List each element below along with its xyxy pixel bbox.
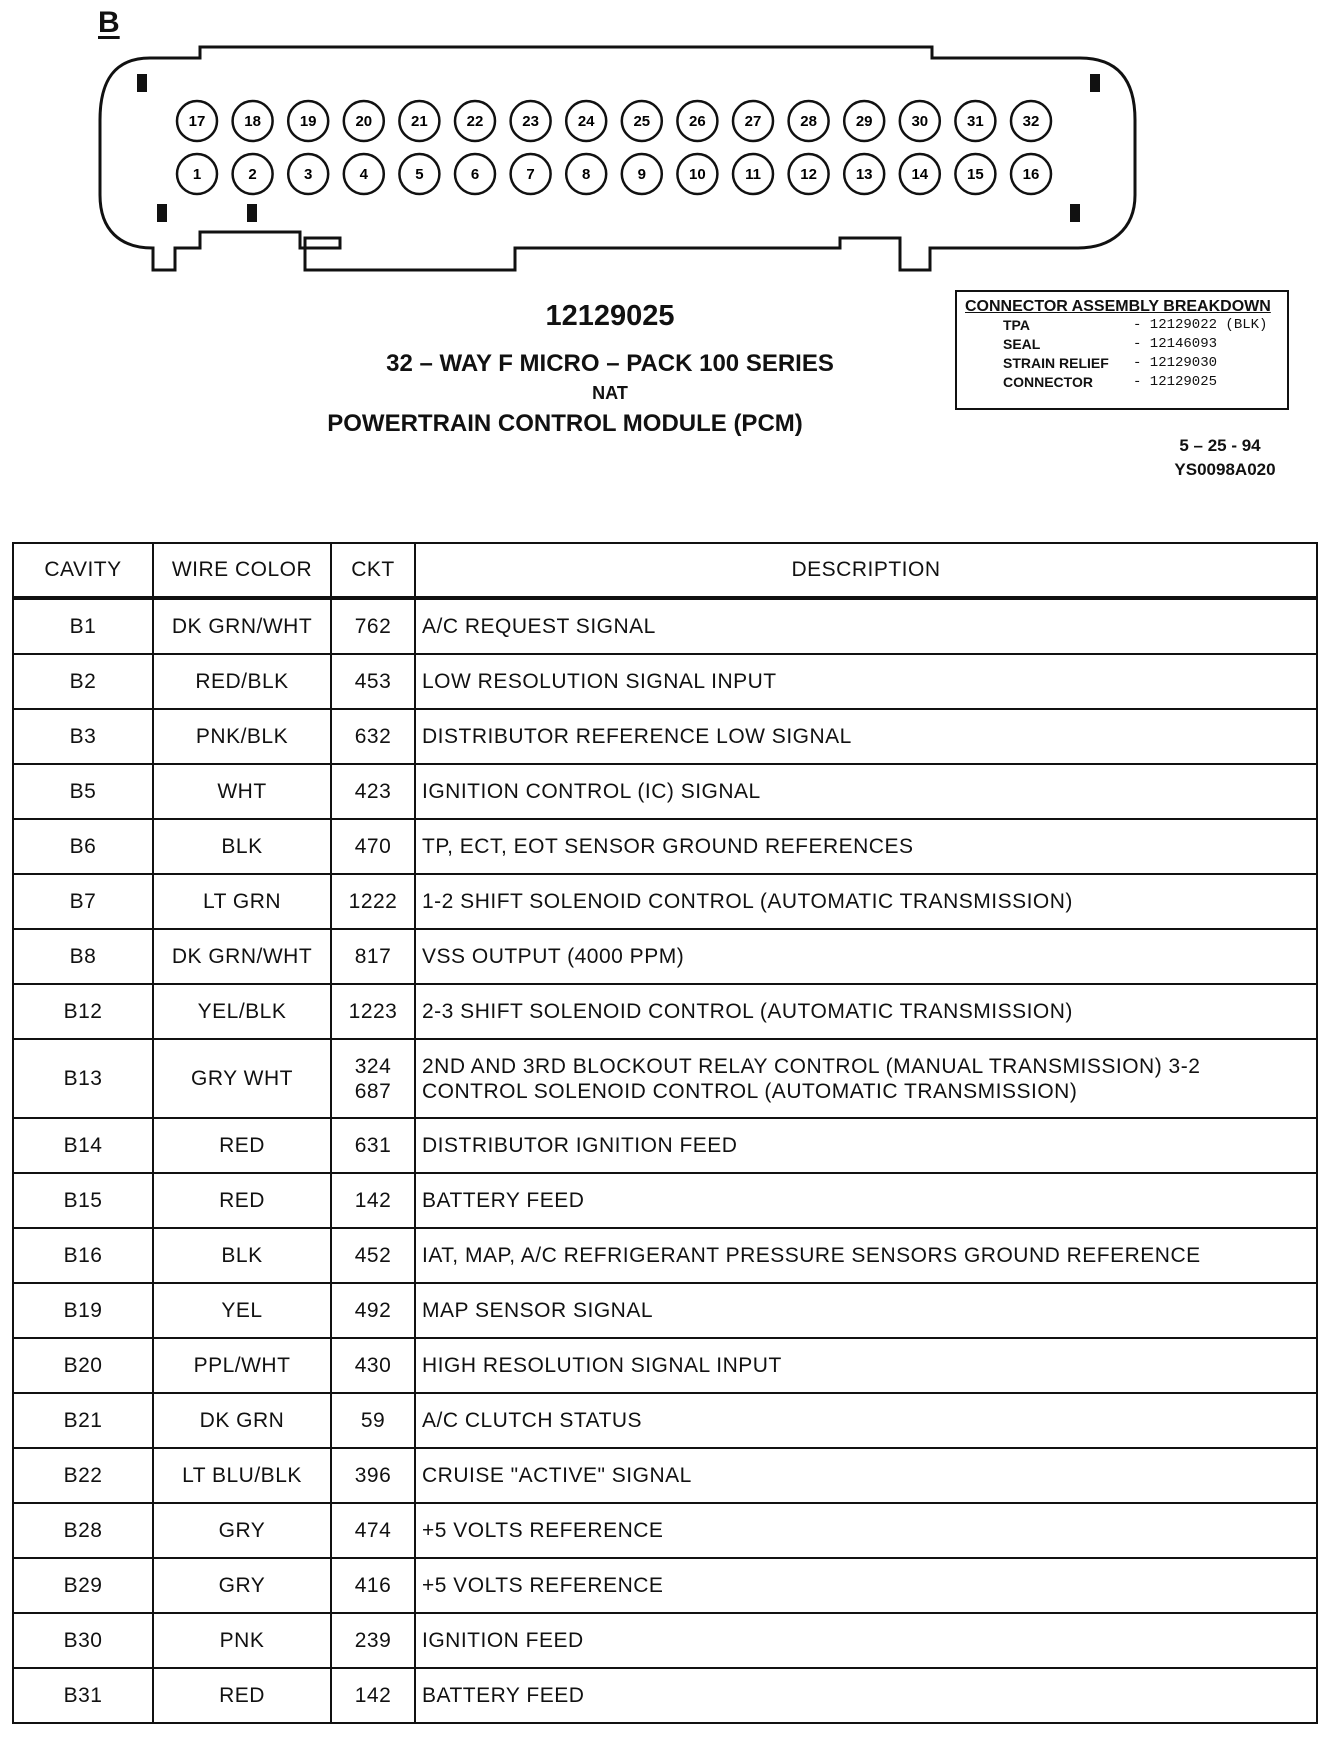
pin-row-bottom (177, 154, 1051, 194)
table-row (13, 1039, 1317, 1118)
pin-number: 6 (470, 166, 480, 183)
cell-cavity: B31 (13, 1668, 153, 1723)
table-row (13, 1503, 1317, 1558)
table-row (13, 1228, 1317, 1283)
pin-cavity (455, 154, 495, 194)
pin-number: 4 (359, 166, 368, 183)
table-row (13, 1338, 1317, 1393)
cell-description: HIGH RESOLUTION SIGNAL INPUT (415, 1338, 1317, 1393)
table-row (13, 1173, 1317, 1228)
cell-wire-color: LT BLU/BLK (153, 1448, 331, 1503)
cell-description: TP, ECT, EOT SENSOR GROUND REFERENCES (415, 819, 1317, 874)
cell-wire-color: YEL/BLK (153, 984, 331, 1039)
cell-description: LOW RESOLUTION SIGNAL INPUT (415, 654, 1317, 709)
cell-wire-color: DK GRN/WHT (153, 598, 331, 654)
pin-cavity (233, 101, 273, 141)
pin-number: 13 (855, 166, 873, 183)
pin-number: 20 (355, 113, 373, 130)
cell-wire-color: RED (153, 1118, 331, 1173)
pin-cavity (511, 154, 551, 194)
pin-number: 1 (192, 166, 202, 183)
cell-ckt: 1223 (331, 984, 415, 1039)
cell-ckt: 59 (331, 1393, 415, 1448)
breakdown-label: CONNECTOR (1003, 374, 1093, 390)
table-row (13, 1448, 1317, 1503)
breakdown-label: SEAL (1003, 336, 1041, 352)
pin-number: 11 (745, 166, 761, 183)
ckt-value: 324 (354, 1054, 392, 1078)
cell-description: MAP SENSOR SIGNAL (415, 1283, 1317, 1338)
pin-cavity (677, 101, 717, 141)
latch-key (157, 204, 167, 222)
cell-ckt: 631 (331, 1118, 415, 1173)
cell-description (415, 1039, 1317, 1118)
breakdown-row (965, 354, 1279, 373)
cell-cavity: B12 (13, 984, 153, 1039)
pin-cavity (955, 101, 995, 141)
header-cavity: CAVITY (13, 543, 153, 598)
pin-cavity (789, 154, 829, 194)
cell-wire-color: BLK (153, 1228, 331, 1283)
table-header-row (13, 543, 1317, 598)
cell-description: VSS OUTPUT (4000 PPM) (415, 929, 1317, 984)
cell-wire-color: PNK (153, 1613, 331, 1668)
table-row (13, 819, 1317, 874)
table-row (13, 764, 1317, 819)
header-description: DESCRIPTION (415, 543, 1317, 598)
pin-row-top (177, 101, 1051, 141)
pin-number: 30 (911, 113, 929, 130)
latch-key (137, 74, 147, 92)
pin-number: 2 (248, 166, 257, 183)
cell-cavity: B1 (13, 598, 153, 654)
cell-cavity: B3 (13, 709, 153, 764)
cell-cavity: B28 (13, 1503, 153, 1558)
pin-number: 7 (526, 166, 535, 183)
latch-key (1090, 74, 1100, 92)
pin-cavity (789, 101, 829, 141)
cell-wire-color: WHT (153, 764, 331, 819)
breakdown-label: TPA (1003, 317, 1030, 333)
cell-description: DISTRIBUTOR IGNITION FEED (415, 1118, 1317, 1173)
cell-ckt: 142 (331, 1173, 415, 1228)
pin-number: 27 (744, 113, 762, 130)
pin-cavity (677, 154, 717, 194)
cell-ckt: 474 (331, 1503, 415, 1558)
breakdown-value: - 12129025 (1133, 374, 1218, 390)
pin-cavity (177, 101, 217, 141)
drawing-id: YS0098A020 (1174, 460, 1276, 479)
pin-number: 9 (637, 166, 646, 183)
pin-cavity (288, 154, 328, 194)
header-ckt: CKT (331, 543, 415, 598)
pin-number: 18 (244, 113, 261, 130)
cell-cavity: B8 (13, 929, 153, 984)
cell-description: A/C REQUEST SIGNAL (415, 598, 1317, 654)
pin-number: 16 (1022, 166, 1040, 183)
latch-key (1070, 204, 1080, 222)
breakdown-label: STRAIN RELIEF (1003, 355, 1109, 371)
cell-wire-color: GRY (153, 1558, 331, 1613)
pin-cavity (399, 154, 439, 194)
cell-description: IAT, MAP, A/C REFRIGERANT PRESSURE SENSORS GROUND REFERENCE (415, 1228, 1317, 1283)
table-row (13, 1118, 1317, 1173)
breakdown-row (965, 373, 1279, 392)
nat-label: NAT (592, 383, 628, 403)
pin-cavity (455, 101, 495, 141)
cell-description: +5 VOLTS REFERENCE (415, 1503, 1317, 1558)
module-name: POWERTRAIN CONTROL MODULE (PCM) (327, 410, 803, 437)
pin-cavity (733, 154, 773, 194)
pin-number: 23 (522, 113, 539, 130)
cell-description: IGNITION FEED (415, 1613, 1317, 1668)
section-letter: B (98, 6, 120, 39)
cell-ckt: 423 (331, 764, 415, 819)
cell-ckt: 239 (331, 1613, 415, 1668)
cell-cavity: B14 (13, 1118, 153, 1173)
pin-number: 17 (188, 113, 206, 130)
pin-number: 31 (967, 113, 984, 130)
table-row (13, 1558, 1317, 1613)
pin-cavity (844, 101, 884, 141)
pin-cavity (344, 154, 384, 194)
cell-cavity: B29 (13, 1558, 153, 1613)
pin-number: 32 (1022, 113, 1040, 130)
pin-number: 25 (633, 113, 651, 130)
part-number: 12129025 (545, 300, 675, 332)
pin-cavity (288, 101, 328, 141)
pin-cavity (511, 101, 551, 141)
pin-cavity (399, 101, 439, 141)
cell-description: IGNITION CONTROL (IC) SIGNAL (415, 764, 1317, 819)
pin-number: 15 (967, 166, 984, 183)
pin-cavity (622, 154, 662, 194)
cell-ckt: 453 (331, 654, 415, 709)
cell-wire-color: DK GRN (153, 1393, 331, 1448)
table-row (13, 654, 1317, 709)
assembly-breakdown-box (955, 290, 1289, 410)
cell-cavity: B21 (13, 1393, 153, 1448)
cell-cavity: B13 (13, 1039, 153, 1118)
cell-ckt: 430 (331, 1338, 415, 1393)
cell-description: +5 VOLTS REFERENCE (415, 1558, 1317, 1613)
connector-series: 32 – WAY F MICRO – PACK 100 SERIES (386, 350, 834, 377)
cell-description: BATTERY FEED (415, 1173, 1317, 1228)
cell-cavity: B22 (13, 1448, 153, 1503)
ckt-value: 687 (354, 1079, 392, 1103)
cell-ckt: 416 (331, 1558, 415, 1613)
pin-number: 19 (299, 113, 317, 130)
pin-number: 5 (415, 166, 424, 183)
table-row (13, 598, 1317, 654)
cell-cavity: B5 (13, 764, 153, 819)
cell-cavity: B20 (13, 1338, 153, 1393)
pin-cavity (233, 154, 273, 194)
cell-cavity: B7 (13, 874, 153, 929)
cell-wire-color: RED/BLK (153, 654, 331, 709)
description-line: 2ND AND 3RD BLOCKOUT RELAY CONTROL (MANUAL TRANSMISSION) 3-2 (422, 1054, 1201, 1078)
cell-wire-color: RED (153, 1668, 331, 1723)
cell-description: BATTERY FEED (415, 1668, 1317, 1723)
cell-wire-color: GRY WHT (153, 1039, 331, 1118)
pin-cavity (1011, 101, 1051, 141)
pin-cavity (566, 101, 606, 141)
cell-description: 1-2 SHIFT SOLENOID CONTROL (AUTOMATIC TRANSMISSION) (415, 874, 1317, 929)
cell-wire-color: PNK/BLK (153, 709, 331, 764)
pin-number: 8 (582, 166, 591, 183)
breakdown-row (965, 316, 1279, 335)
pinout-table (12, 542, 1318, 1724)
pin-number: 10 (689, 166, 706, 183)
description-line: CONTROL SOLENOID CONTROL (AUTOMATIC TRANSMISSION) (422, 1079, 1078, 1103)
pin-cavity (1011, 154, 1051, 194)
cell-cavity: B19 (13, 1283, 153, 1338)
cell-description: A/C CLUTCH STATUS (415, 1393, 1317, 1448)
cell-cavity: B30 (13, 1613, 153, 1668)
pin-cavity (177, 154, 217, 194)
cell-ckt: 1222 (331, 874, 415, 929)
pin-number: 28 (800, 113, 817, 130)
table-row (13, 709, 1317, 764)
header-wire-color: WIRE COLOR (153, 543, 331, 598)
breakdown-value: - 12129022 (BLK) (1133, 317, 1268, 333)
pin-number: 29 (855, 113, 873, 130)
table-row (13, 1393, 1317, 1448)
cell-ckt: 762 (331, 598, 415, 654)
pin-cavity (955, 154, 995, 194)
table-row (13, 1283, 1317, 1338)
pin-cavity (900, 101, 940, 141)
cell-ckt: 142 (331, 1668, 415, 1723)
table-row (13, 984, 1317, 1039)
cell-ckt (331, 1039, 415, 1118)
pin-number: 21 (411, 113, 428, 130)
table-row (13, 929, 1317, 984)
latch-key (247, 204, 257, 222)
cell-ckt: 492 (331, 1283, 415, 1338)
pin-cavity (844, 154, 884, 194)
cell-cavity: B15 (13, 1173, 153, 1228)
cell-ckt: 817 (331, 929, 415, 984)
cell-ckt: 470 (331, 819, 415, 874)
breakdown-title: CONNECTOR ASSEMBLY BREAKDOWN (965, 298, 1271, 315)
cell-wire-color: GRY (153, 1503, 331, 1558)
cell-ckt: 632 (331, 709, 415, 764)
pin-cavity (566, 154, 606, 194)
pin-cavity (344, 101, 384, 141)
pin-number: 24 (577, 113, 595, 130)
table-row (13, 1613, 1317, 1668)
drawing-date: 5 – 25 - 94 (1179, 436, 1261, 455)
cell-ckt: 396 (331, 1448, 415, 1503)
pin-number: 26 (689, 113, 706, 130)
pin-number: 3 (304, 166, 313, 183)
cell-wire-color: PPL/WHT (153, 1338, 331, 1393)
cell-wire-color: YEL (153, 1283, 331, 1338)
breakdown-value: - 12146093 (1133, 336, 1218, 352)
breakdown-value: - 12129030 (1133, 355, 1218, 371)
cell-cavity: B6 (13, 819, 153, 874)
table-row (13, 874, 1317, 929)
cell-wire-color: DK GRN/WHT (153, 929, 331, 984)
table-row (13, 1668, 1317, 1723)
pin-cavity (622, 101, 662, 141)
pin-cavity (733, 101, 773, 141)
cell-wire-color: BLK (153, 819, 331, 874)
cell-cavity: B2 (13, 654, 153, 709)
pin-number: 22 (466, 113, 484, 130)
breakdown-row (965, 335, 1279, 354)
connector-face-diagram (0, 0, 1328, 280)
cell-wire-color: LT GRN (153, 874, 331, 929)
cell-ckt: 452 (331, 1228, 415, 1283)
pin-number: 12 (800, 166, 817, 183)
pin-number: 14 (911, 166, 929, 183)
pin-cavity (900, 154, 940, 194)
cell-description: 2-3 SHIFT SOLENOID CONTROL (AUTOMATIC TRANSMISSION) (415, 984, 1317, 1039)
cell-cavity: B16 (13, 1228, 153, 1283)
cell-description: CRUISE "ACTIVE" SIGNAL (415, 1448, 1317, 1503)
cell-wire-color: RED (153, 1173, 331, 1228)
cell-description: DISTRIBUTOR REFERENCE LOW SIGNAL (415, 709, 1317, 764)
